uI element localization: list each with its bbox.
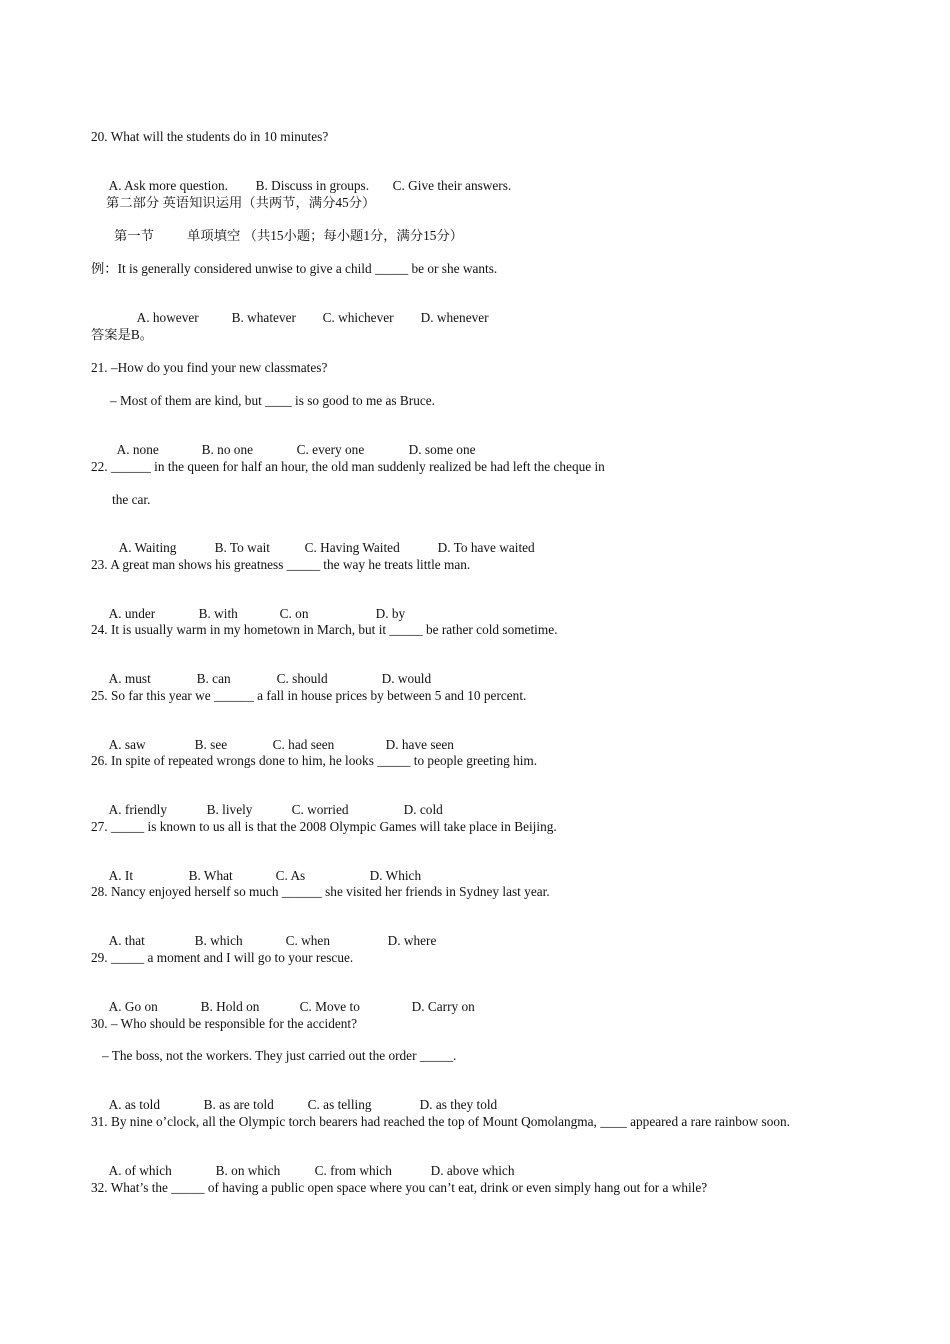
option-a: A. It: [108, 868, 134, 883]
section-heading: 第二部分 英语知识运用（共两节，满分45分）: [106, 195, 376, 210]
question-22-continuation: the car.: [112, 492, 151, 507]
option-b: B. can: [196, 671, 231, 686]
option-a: A. that: [108, 933, 145, 948]
option-d: D. as they told: [419, 1097, 498, 1112]
question-32: 32. What’s the _____ of having a public open space where you can’t eat, drink or even simply hang out for a while?: [91, 1180, 708, 1195]
option-d: D. some one: [408, 442, 476, 457]
option-b: B. as are told: [203, 1097, 274, 1112]
option-b: B. no one: [201, 442, 253, 457]
options-22: [112, 524, 535, 556]
option-c: C. when: [285, 933, 330, 948]
question-21-reply: – Most of them are kind, but ____ is so good to me as Bruce.: [110, 393, 435, 408]
question-22: 22. ______ in the queen for half an hour, the old man suddenly realized be had left the cheque in: [91, 459, 605, 474]
option-c: C. worried: [291, 802, 349, 817]
option-c: C. every one: [296, 442, 365, 457]
question-28: 28. Nancy enjoyed herself so much ______ she visited her friends in Sydney last year.: [91, 884, 550, 899]
option-a: A. under: [108, 606, 156, 621]
options-25: [102, 721, 454, 753]
option-b: B. on which: [215, 1163, 281, 1178]
options-29: [102, 983, 475, 1015]
option-d: D. Carry on: [411, 999, 475, 1014]
example-question: 例：It is generally considered unwise to give a child _____ be or she wants.: [91, 261, 498, 276]
option-d: D. by: [375, 606, 406, 621]
question-29: 29. _____ a moment and I will go to your rescue.: [91, 950, 354, 965]
option-c: C. whichever: [322, 310, 394, 325]
option-a: A. Waiting: [118, 540, 177, 555]
option-d: D. have seen: [385, 737, 454, 752]
options-20: [102, 162, 511, 194]
example-options: [130, 294, 489, 326]
option-a: A. Ask more question.: [108, 178, 228, 193]
options-31: [102, 1147, 514, 1179]
question-20: 20. What will the students do in 10 minutes?: [91, 129, 329, 144]
option-c: C. Having Waited: [304, 540, 400, 555]
option-a: A. saw: [108, 737, 146, 752]
options-26: [102, 786, 443, 818]
question-25: 25. So far this year we ______ a fall in house prices by between 5 and 10 percent.: [91, 688, 527, 703]
question-30-reply: – The boss, not the workers. They just carried out the order _____.: [102, 1048, 457, 1063]
options-21: [110, 426, 476, 458]
option-c: C. on: [279, 606, 309, 621]
subsection-heading: 第一节 单项填空 （共15小题；每小题1分，满分15分）: [114, 228, 464, 243]
option-b: B. see: [194, 737, 228, 752]
option-c: C. from which: [314, 1163, 392, 1178]
option-d: D. would: [381, 671, 432, 686]
question-31: 31. By nine o’clock, all the Olympic torch bearers had reached the top of Mount Qomolangma, ____ appeared a rare rainbow soon.: [91, 1114, 790, 1129]
option-a: A. none: [116, 442, 159, 457]
question-30: 30. – Who should be responsible for the accident?: [91, 1016, 357, 1031]
option-a: A. must: [108, 671, 151, 686]
option-c: C. should: [276, 671, 328, 686]
option-c: C. Move to: [299, 999, 360, 1014]
option-b: B. whatever: [231, 310, 296, 325]
option-d: D. above which: [430, 1163, 515, 1178]
option-b: B. What: [188, 868, 233, 883]
question-27: 27. _____ is known to us all is that the 2008 Olympic Games will take place in Beijing.: [91, 819, 557, 834]
option-c: C. as telling: [307, 1097, 372, 1112]
question-24: 24. It is usually warm in my hometown in March, but it _____ be rather cold sometime.: [91, 622, 558, 637]
option-a: A. friendly: [108, 802, 167, 817]
option-a: A. Go on: [108, 999, 158, 1014]
option-b: B. Discuss in groups.: [255, 178, 370, 193]
question-26: 26. In spite of repeated wrongs done to him, he looks _____ to people greeting him.: [91, 753, 538, 768]
example-answer: 答案是B。: [91, 327, 154, 342]
option-b: B. lively: [206, 802, 253, 817]
options-24: [102, 655, 431, 687]
option-b: B. Hold on: [200, 999, 260, 1014]
option-d: D. cold: [403, 802, 443, 817]
options-28: [102, 917, 436, 949]
option-a: A. as told: [108, 1097, 160, 1112]
option-a: A. however: [136, 310, 199, 325]
option-b: B. with: [198, 606, 238, 621]
question-23: 23. A great man shows his greatness _____ the way he treats little man.: [91, 557, 471, 572]
question-21: 21. –How do you find your new classmates?: [91, 360, 328, 375]
option-c: C. Give their answers.: [392, 178, 512, 193]
options-23: [102, 590, 405, 622]
option-d: D. Which: [369, 868, 422, 883]
option-c: C. had seen: [272, 737, 335, 752]
options-30: [102, 1081, 497, 1113]
option-a: A. of which: [108, 1163, 172, 1178]
options-27: [102, 852, 421, 884]
option-b: B. To wait: [214, 540, 270, 555]
option-d: D. where: [387, 933, 437, 948]
option-b: B. which: [194, 933, 243, 948]
option-c: C. As: [275, 868, 306, 883]
option-d: D. whenever: [420, 310, 489, 325]
option-d: D. To have waited: [437, 540, 535, 555]
